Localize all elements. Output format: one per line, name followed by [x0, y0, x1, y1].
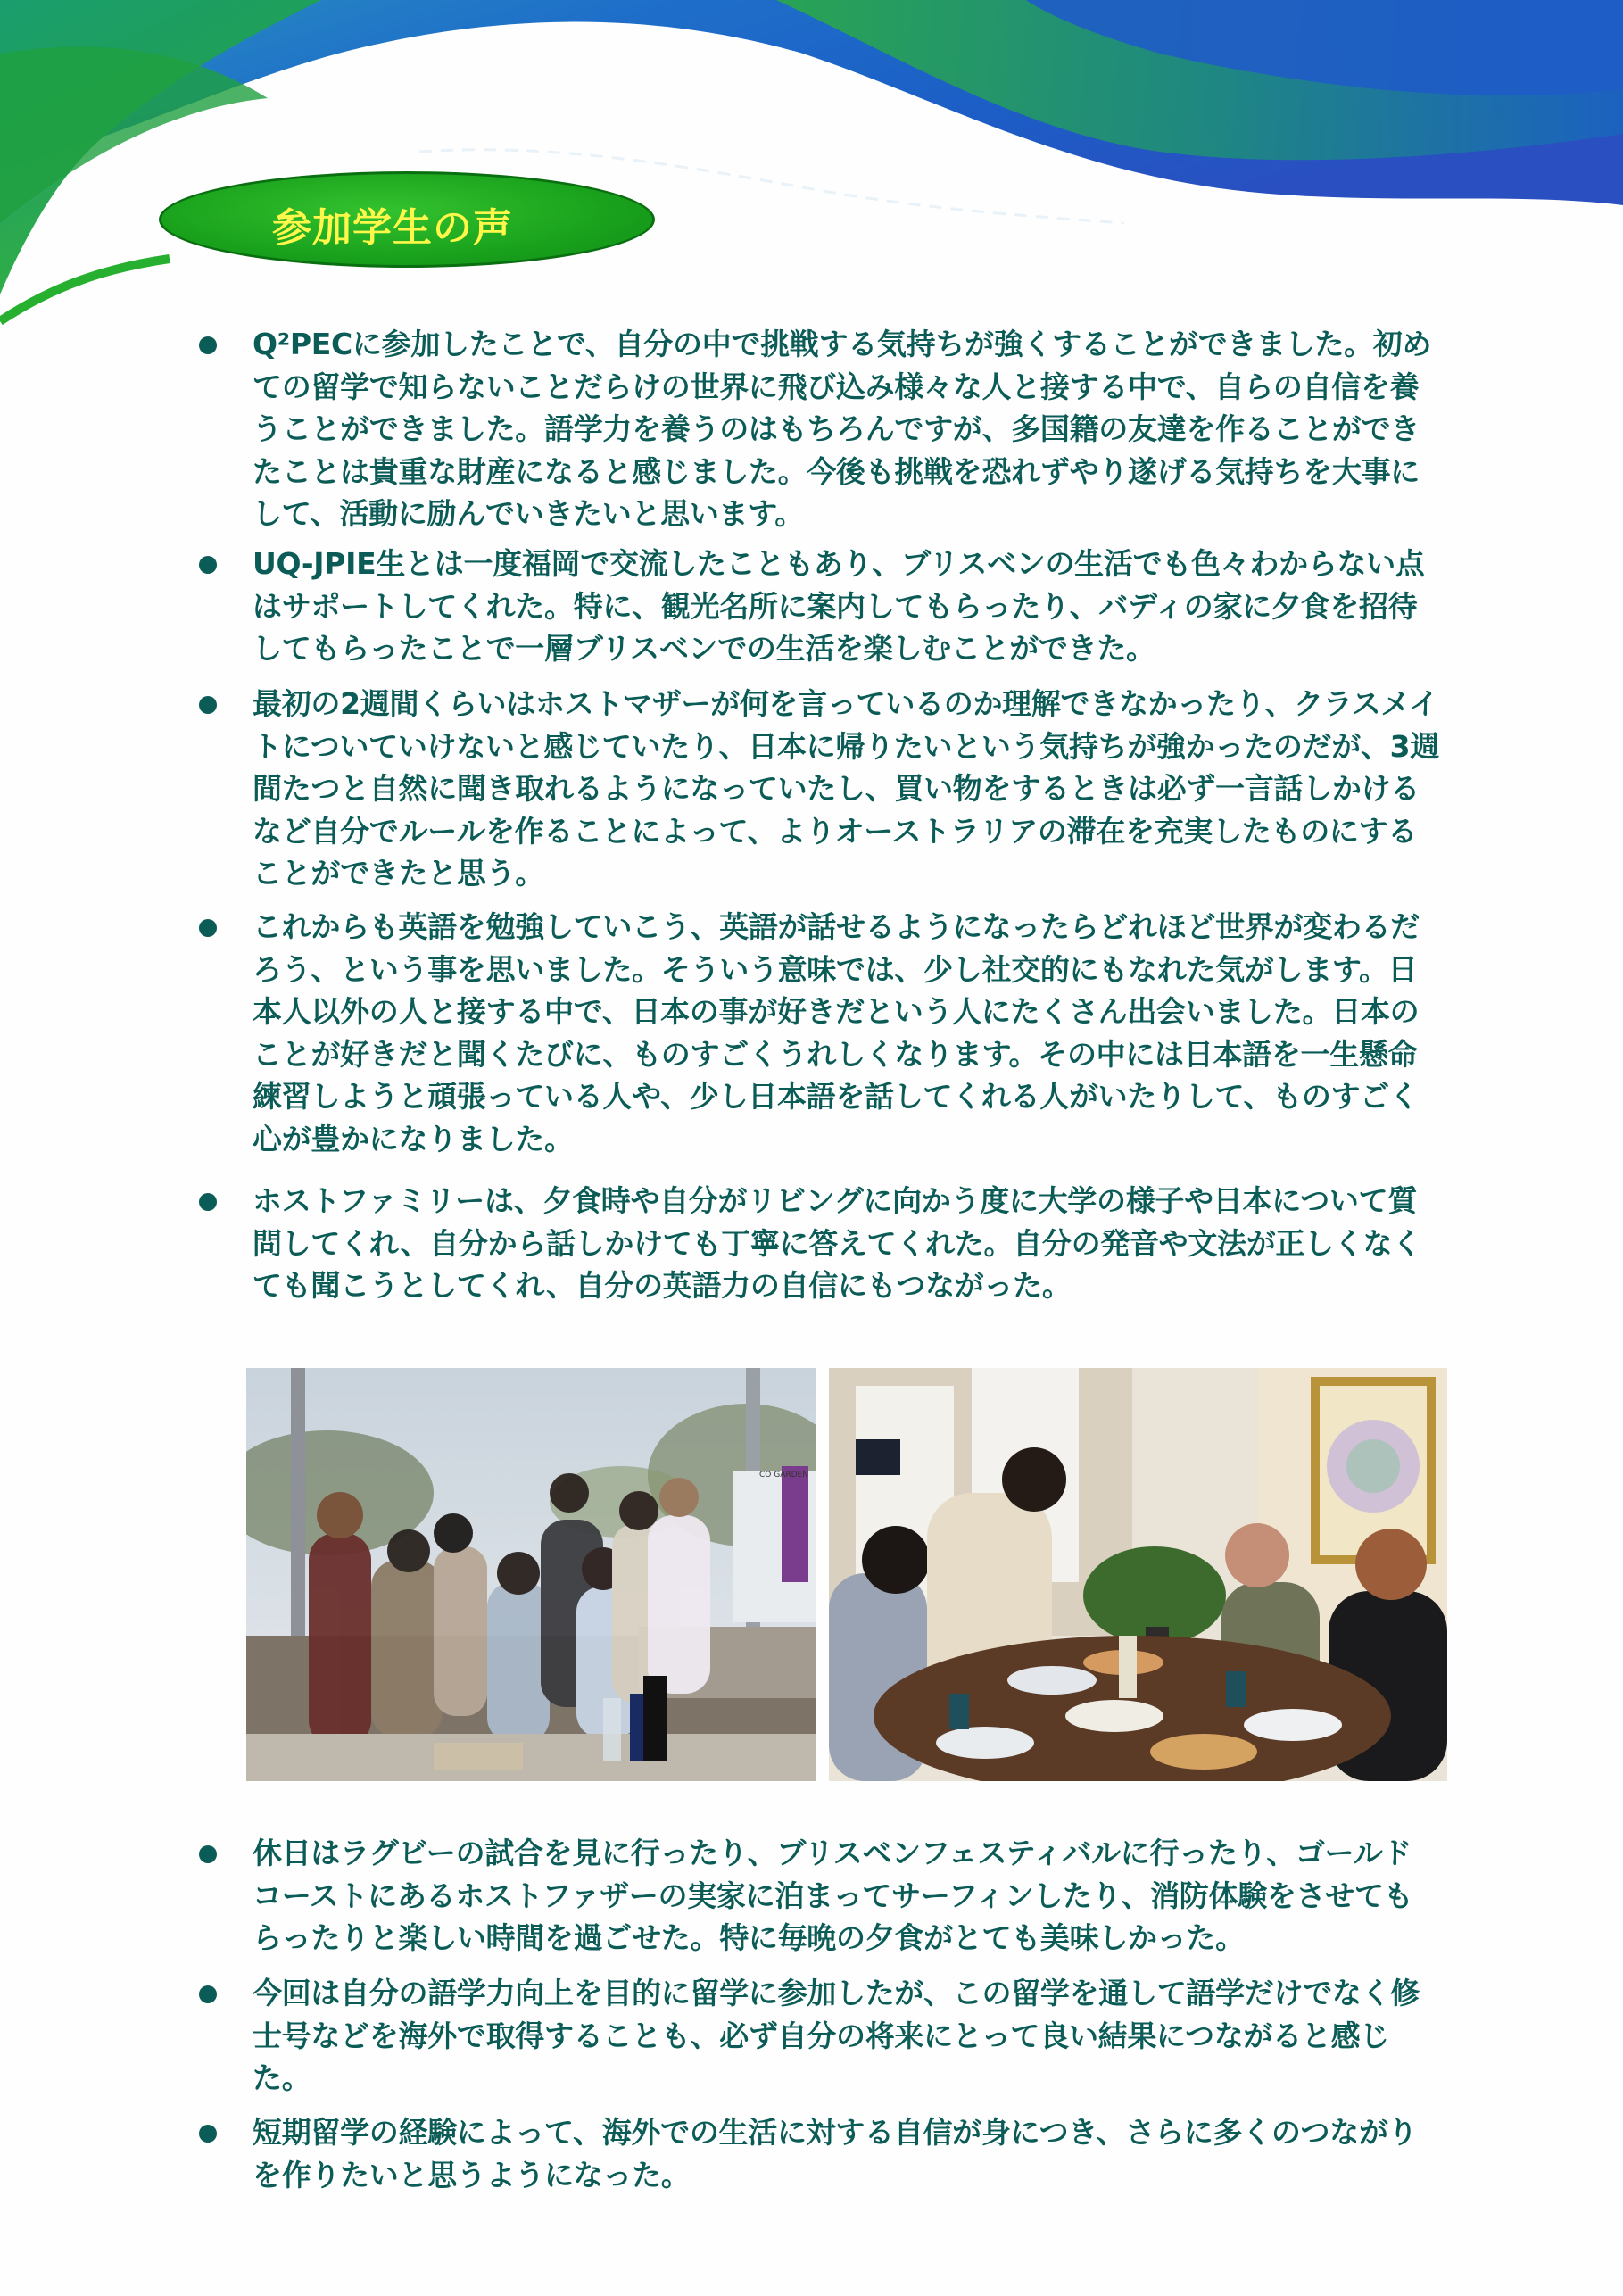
section-title-badge [159, 171, 655, 268]
section-title: 参加学生の声 [272, 205, 513, 251]
list-item-text: 最初の2週間くらいはホストマザーが何を言っているのか理解できなかったり、クラスメイトについていけないと感じていたり、日本に帰りたいという気持ちが強かったのだが、3週間たつと自然に聞き取れるようになっていたし、買い物をするときは必ず一言話しかけるなど自分でルールを作ることによって、よりオーストラリアの滞在を充実したものにすることができたと思う。 [253, 686, 1440, 891]
list-item-text: これからも英語を勉強していこう、英語が話せるようになったらどれほど世界が変わるだろう、という事を思いました。そういう意味では、少し社交的にもなれた気がします。日本人以外の人と接する中で、日本の事が好きだという人にたくさん出会いました。日本のことが好きだと聞くたびに、ものすごくうれしくなります。その中には日本語を一生懸命練習しようと頑張っている人や、少し日本語を話してくれる人がいたりして、ものすごく心が豊かになりました。 [253, 909, 1420, 1156]
bullet-icon [199, 919, 217, 937]
list-item-text: UQ-JPIE生とは一度福岡で交流したこともあり、ブリスベンの生活でも色々わからない点はサポートしてくれた。特に、観光名所に案内してもらったり、バディの家に夕食を招待してもらったことで一層ブリスベンでの生活を楽しむことができた。 [253, 546, 1425, 666]
group-photo-outdoor [246, 1368, 816, 1781]
list-item-text: 今回は自分の語学力向上を目的に留学に参加したが、この留学を通して語学だけでなく修士号などを海外で取得することも、必ず自分の将来にとって良い結果につながると感じた。 [253, 1976, 1420, 2095]
garden-sign-text: CO GARDEN [759, 1471, 808, 1480]
list-item-text: 休日はラグビーの試合を見に行ったり、ブリスベンフェスティバルに行ったり、ゴールドコーストにあるホストファザーの実家に泊まってサーフィンしたり、消防体験をさせてもらったりと楽しい時間を過ごせた。特に毎晩の夕食がとても美味しかった。 [253, 1836, 1413, 1955]
header-wave-decoration [0, 0, 1623, 357]
list-item-text: 短期留学の経験によって、海外での生活に対する自信が身につき、さらに多くのつながりを作りたいと思うようになった。 [253, 2115, 1418, 2192]
bullet-icon [199, 696, 217, 714]
bullet-icon [199, 1985, 217, 2003]
dinner-photo-host-family [829, 1368, 1447, 1781]
bullet-icon [199, 1845, 217, 1863]
bullet-icon [199, 336, 217, 354]
list-item-text: ホストファミリーは、夕食時や自分がリビングに向かう度に大学の様子や日本について質問してくれ、自分から話しかけても丁寧に答えてくれた。自分の発音や文法が正しくなくても聞こうとしてくれ、自分の英語力の自信にもつながった。 [253, 1183, 1421, 1303]
bullet-icon [199, 2125, 217, 2143]
bullet-icon [199, 1193, 217, 1211]
bullet-icon [199, 556, 217, 574]
list-item-text: Q²PECに参加したことで、自分の中で挑戦する気持ちが強くすることができました。初めての留学で知らないことだらけの世界に飛び込み様々な人と接する中で、自らの自信を養うことができました。語学力を養うのはもちろんですが、多国籍の友達を作ることができたことは貴重な財産になると感じました。今後も挑戦を恐れずやり遂げる気持ちを大事にして、活動に励んでいきたいと思います。 [253, 327, 1432, 531]
